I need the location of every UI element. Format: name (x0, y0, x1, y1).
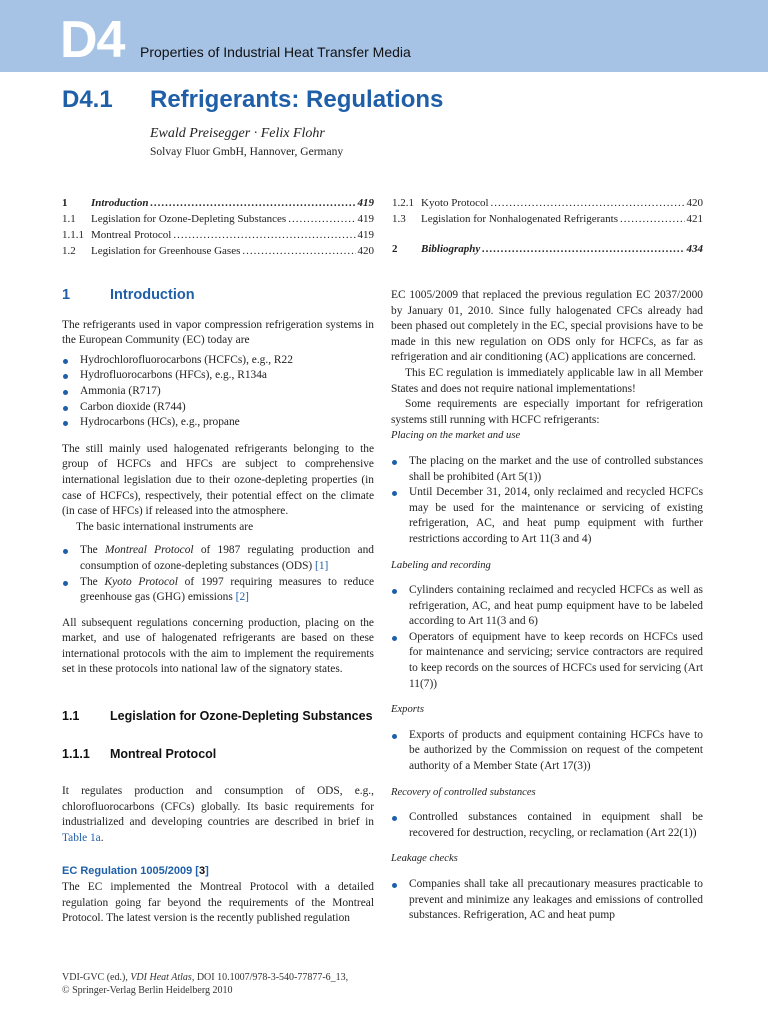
list-item: Operators of equipment have to keep records on HCFCs used for maintenance and servicing; service contractors are required to keep records on the sources of HCFCs used for servicing (Art 11(7)) (391, 630, 703, 692)
citation-link[interactable]: [2] (235, 591, 249, 604)
paragraph: All subsequent regulations concerning production, placing on the market, and use of halogenated refrigerants are based on these international protocols with the aim to implement the requirements set in these protocols into national law of the signatory states. (62, 616, 374, 676)
toc-num: 1.1.1 (62, 229, 84, 241)
section-title: Refrigerants: Regulations (150, 86, 444, 113)
toc-page: 419 (357, 213, 374, 225)
chapter-title: Properties of Industrial Heat Transfer Media (140, 44, 411, 60)
footer-copyright: © Springer-Verlag Berlin Heidelberg 2010 (62, 985, 233, 996)
subheading: Placing on the market and use (391, 430, 521, 442)
subheading: Leakage checks (391, 853, 458, 865)
toc-leader (620, 211, 684, 227)
text-emphasis: Montreal Protocol (104, 544, 194, 557)
toc-title: Legislation for Greenhouse Gases (91, 245, 241, 257)
authors: Ewald Preisegger · Felix Flohr (150, 126, 325, 141)
toc-num: 1.2.1 (392, 197, 414, 209)
toc-entry[interactable] (392, 195, 703, 211)
toc-page: 419 (357, 229, 374, 241)
paragraph: EC 1005/2009 that replaced the previous regulation EC 2037/2000 by January 01, 2010. Since fully halogenated CFCs already had been phased out completely in the EC, special provisions have to be made in this new regulation on ODS only for HCFCs, as far as refrigeration and air conditioning (AC) applications are concerned. (391, 289, 703, 364)
heading-montreal-protocol (62, 746, 374, 762)
citation-link[interactable]: [1] (315, 559, 329, 572)
text: ] (205, 865, 209, 878)
refrigerant-list (62, 353, 374, 431)
text: of 1997 requiring measures to reduce greenhouse gas (GHG) emissions (80, 575, 375, 604)
list-item: Until December 31, 2014, only reclaimed and recycled HCFCs may be used for the maintenance or servicing of existing refrigeration, AC, and heat pump equipment with further restrictions according to Art 11(3 and 4) (391, 485, 703, 547)
instruments-list (62, 543, 374, 605)
toc-leader (288, 211, 355, 227)
leakage-list (391, 877, 703, 924)
toc-leader (482, 241, 684, 257)
toc-num: 1.2 (62, 245, 76, 257)
text: The (80, 544, 105, 557)
subheading: Recovery of controlled substances (391, 786, 536, 798)
subheading: Exports (391, 704, 424, 716)
list-item: Companies shall take all precautionary measures practicable to prevent and minimize any leakages and emissions of controlled substances. Refrigeration, AC and heat pump (391, 877, 703, 924)
market-use-list (391, 454, 703, 548)
right-column (391, 288, 703, 924)
recovery-list (391, 810, 703, 841)
list-item: Cylinders containing reclaimed and recycled HCFCs as well as refrigeration, AC, and heat pump equipment have to be labeled according to Art 11(3 and 6) (391, 583, 703, 630)
list-item: Exports of products and equipment containing HCFCs have to be authorized by the Commission on request of the competent authority of a Member State (Art 17(3)) (391, 728, 703, 775)
exports-list (391, 728, 703, 775)
toc-page: 421 (686, 213, 703, 225)
heading-introduction (62, 288, 374, 304)
toc-leader (242, 243, 355, 259)
subheading: Labeling and recording (391, 559, 491, 571)
paragraph: The EC implemented the Montreal Protocol with a detailed regulation going far beyond the requirements of the Montreal Protocol. The latest version is the recently published regulation (62, 881, 374, 925)
paragraph: Some requirements are especially important for refrigeration systems still running with HCFC refrigerants: (391, 398, 703, 426)
toc-entry[interactable] (62, 227, 374, 243)
text-emphasis: VDI Heat Atlas (130, 972, 192, 983)
heading-number: 1.1.1 (62, 747, 90, 762)
text: , DOI 10.1007/978-3-540-77877-6_13, (191, 972, 349, 983)
toc-num: 2 (392, 243, 398, 255)
toc-page: 419 (357, 197, 374, 209)
paragraph: The basic international instruments are (76, 520, 254, 533)
toc-right-column (392, 195, 703, 257)
toc-entry[interactable] (62, 195, 374, 211)
list-item: Hydrochlorofluorocarbons (HCFCs), e.g., R22 (62, 353, 374, 369)
paragraph (62, 784, 374, 846)
list-item: Hydrofluorocarbons (HFCs), e.g., R134a (62, 368, 374, 384)
list-item: Hydrocarbons (HCs), e.g., propane (62, 415, 374, 431)
heading-number: 1 (62, 287, 71, 303)
text: . (100, 831, 104, 844)
toc-leader (150, 195, 355, 211)
heading-text: Legislation for Ozone-Depleting Substances (110, 709, 373, 724)
toc-title: Legislation for Nonhalogenated Refrigerants (421, 213, 619, 225)
list-item (62, 543, 374, 574)
toc-entry[interactable] (62, 211, 374, 227)
text: VDI-GVC (ed.), (62, 972, 131, 983)
chapter-header-band (0, 0, 768, 72)
toc-leader (491, 195, 685, 211)
toc-title: Introduction (91, 197, 149, 209)
toc-title: Kyoto Protocol (421, 197, 489, 209)
toc-num: 1.1 (62, 213, 76, 225)
affiliation: Solvay Fluor GmbH, Hannover, Germany (150, 146, 344, 158)
toc-title: Bibliography (421, 243, 481, 255)
heading-text: Introduction (110, 287, 195, 303)
list-item: Carbon dioxide (R744) (62, 400, 374, 416)
text: of 1987 regulating production and consumption of ozone-depleting substances (ODS) (80, 544, 374, 572)
paragraph: The still mainly used halogenated refrigerants belonging to the group of HCFCs and HFCs are subject to comprehensive international legislation due to their ozone-depleting properties (in case of HCFCs), respectively, their potential effect on the climate (in case of HFCs) if released into the atmosphere. (62, 442, 374, 518)
text-emphasis: Kyoto Protocol (104, 575, 178, 588)
footer-citation (62, 971, 348, 984)
text: EC Regulation 1005/2009 [ (62, 865, 199, 878)
toc-title: Montreal Protocol (91, 229, 172, 241)
section-number: D4.1 (62, 86, 113, 113)
heading-ec-regulation (62, 864, 374, 880)
heading-ods-legislation (62, 708, 374, 724)
citation-link[interactable]: 3 (198, 865, 206, 878)
toc-page: 420 (686, 197, 703, 209)
text: It regulates production and consumption of ODS, e.g., chlorofluorocarbons (CFCs) globally. Its basic requirements for industrialized and developing countries are described in brief in (62, 785, 374, 829)
heading-text: Montreal Protocol (110, 747, 217, 762)
paragraph: This EC regulation is immediately applicable law in all Member States and does not require national implementations! (391, 366, 703, 395)
toc-num: 1 (62, 197, 68, 209)
text: The (80, 575, 105, 588)
toc-page: 434 (686, 243, 703, 255)
toc-entry[interactable] (392, 211, 703, 227)
paragraph: The refrigerants used in vapor compression refrigeration systems in the European Community (EC) today are (62, 318, 374, 347)
table-link[interactable]: Table 1a (62, 831, 101, 844)
labeling-list (391, 583, 703, 692)
toc-page: 420 (357, 245, 374, 257)
toc-title: Legislation for Ozone-Depleting Substances (91, 213, 287, 225)
toc-leader (173, 227, 355, 243)
toc-left-column (62, 195, 374, 259)
toc-entry[interactable] (62, 243, 374, 259)
list-item (62, 575, 374, 606)
toc-entry[interactable] (392, 241, 703, 257)
list-item: Ammonia (R717) (62, 384, 374, 400)
list-item: Controlled substances contained in equipment shall be recovered for destruction, recycling, or reclamation (Art 22(1)) (391, 810, 703, 841)
left-column (62, 288, 374, 927)
page-footer (62, 971, 348, 997)
chapter-number: D4 (60, 11, 125, 69)
heading-number: 1.1 (62, 709, 80, 724)
toc-num: 1.3 (392, 213, 406, 225)
list-item: The placing on the market and the use of controlled substances shall be prohibited (Art 5(1)) (391, 454, 703, 485)
